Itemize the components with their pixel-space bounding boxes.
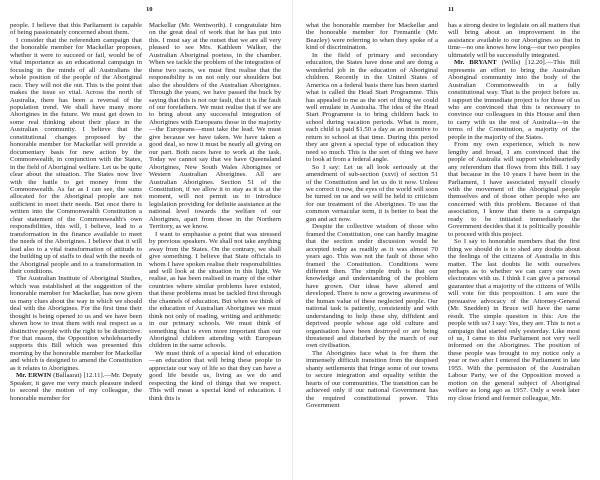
- column-4: [448, 22, 580, 402]
- speech-paragraph: [448, 59, 580, 141]
- page-gutter: [292, 0, 293, 480]
- paragraph: has a strong desire to legislate on all matters that will bring about an improvement in the assistance available to our Aborigines so that in time—no one knows how long—our two peoples ultimately will be successfully integrated.: [448, 22, 580, 59]
- speech-text: (Ballaarat) [12.11].—Mr. Deputy Speaker, it gave me very much pleasure indeed to second the motion of my colleague, the honorable member for: [10, 372, 142, 402]
- column-2: [149, 22, 281, 402]
- paragraph: So I say: Let us all look seriously at the amendment of sub-section (xxvi) of section 51 of the Constitution and let us do it now. Unless we correct it now, the eyes of the world will soon be turned on us and we will be held to criticism for our treatment of the Aborigines. To use the common vernacular term, it is better to beat the gun and act now.: [306, 163, 438, 223]
- paragraph: The Australian Institute of Aboriginal Studies, which was established at the suggestion of the honorable member for Mackellar, has now given us many clues about the way in which we should deal with the Aborigines. For the first time their thought is being opened to us and we have been shown how to treat them with real respect as a distinctive people with the right to be distinctive. For that reason, the Opposition wholeheartedly supports this Bill which was presented this morning by the honorable member for Mackellar and which is designed to amend the Constitution as it relates to Aborigines.: [10, 275, 142, 372]
- speaker-name: Mr. ERWIN: [16, 372, 52, 380]
- paragraph: In the field of primary and secondary education, the States have done and are doing a wonderful job in the education of Aboriginal children. Recently in the United States of America on a federal basis there has been started what is called the Head Start Programme. This has appealed to me as the sort of thing we could well emulate in Australia. The idea of the Head Start Programme is to bring children back to school during vacation periods. What is more, each child is paid $1.50 a day as an incentive to return to school at that time. During this period they are given a special type of education they need so much. This is the sort of thing we have to look at from a federal angle.: [306, 51, 438, 164]
- paragraph: We must think of a special kind of education—an education that will bring these people to appreciate our way of life so that they can have a good life beside us, living as we do and respecting the kind of things that we respect. This will mean a special kind of education. I think this is: [149, 349, 281, 402]
- paragraph: I consider that the referendum campaign that the honorable member for Mackellar proposes, whether it were to succeed or fail, would be of vital importance as an educational campaign in focusing in the minds of all Australians the whole position of the people of the Aboriginal race. They will not die out. This is the point that makes the issue so vital. Across the north of Australia, there has been a reversal of the population trend. We shall have many more Aborigines in the future. We must get down to some real thinking about their place in the Australian community. I believe that the constitutional changes proposed by the honorable member for Mackellar will provide a documentary basis for new action by the Commonwealth, in conjunction with the States, in the field of Aboriginal welfare. Let us be quite clear about the situation. The States now live with the battle to get money from the Commonwealth. As far as I can see, the sums allocated for the Aboriginal people are not sufficient to meet their needs. But once there is written into the Commonwealth Constitution a clear statement of the Commonwealth's own responsibilities, this will, I believe, lead to a transformation in the finance available to meet the needs of the Aborigines. I believe that it will lead also to a vital transformation of attitude to the building up of staffs to deal with the needs of the Aboriginal people and to a transformation in their conditions.: [10, 36, 142, 275]
- column-1: [10, 22, 142, 402]
- paragraph: Despite the collective wisdom of those who framed the Constitution, one can hardly imagine that the section under discussion would be accepted today as readily as it was almost 70 years ago. This was not the fault of those who framed the Constitution. Conditions were different then. The simple truth is that our knowledge and understanding of the problem have grown. Our ideas have altered and developed. There is now a growing awareness of the human value of these neglected people. Our national task is patiently, consistently and with understanding to help these shy, diffident and deprived people whose age old culture and organisation have been destroyed or are being threatened and disturbed by the march of our own civilisation.: [306, 223, 438, 350]
- paragraph: From my own experience, which is now lengthy and broad, I am convinced that the people of Australia will support wholeheartedly any referendum that flows from this Bill. I say that because in the 10 years I have been in the Parliament, I have associated myself closely with the movement of the Aboriginal people themselves and of those other people who are concerned with this problem. Because of that association, I know that there is a campaign ready to be initiated immediately the Government decides that it is politically possible to proceed with this project.: [448, 141, 580, 238]
- speech-paragraph: [10, 372, 142, 402]
- speaker-name: Mr. BRYANT: [454, 59, 497, 67]
- paragraph: people. I believe that this Parliament is capable of being passionately concerned about them.: [10, 22, 142, 37]
- paragraph: The Aborigines face what is for them the immensely difficult transition from the despised shanty settlements that fringe some of our towns to secure integration and equality within the hearts of our communities. The transition can be achieved only if our national Government has the required constitutional power. This Government: [306, 349, 438, 410]
- speech-text: (Wills) [12.20].—This Bill represents an effort to bring the Australian Aboriginal community into the body of the Australian Commonwealth in a fully constitutional way. That is the project before us. I support the immediate project is for those of us who are convinced that this is necessary to convince our colleagues in this House and then to carry with us the rest of Australia—in the terms of the Constitution, a majority of the people in the majority of the States.: [448, 59, 580, 141]
- page-number-right: 11: [448, 6, 455, 13]
- paragraph: what the honorable member for Mackellar and the honorable member for Fremantle (Mr. Beazley) were referring to when they spoke of a kind of discrimination.: [306, 22, 438, 52]
- page-number-left: 10: [146, 6, 153, 13]
- paragraph: So I say to honorable members that the first thing we should do is to shed any doubts about the feelings of the citizens of Australia in this matter. The last doubts lie with ourselves perhaps as to whether we can carry our own electorates with us. I think I can give a personal guarantee that a majority of the citizens of Wills will vote for this proposition. I am sure the persuasive advocacy of the Attorney-General (Mr. Snedden) in Bruce will have the same result. The simple question is this: Are the people with us? I say: Yes, they are. This is not a campaign that started only yesterday. Like most of us, I came to this Parliament not very well informed on the Aborigines. The position of these people was brought to my notice only a year or two after I entered the Parliament in late 1955. With the permission of the Australian Labour Party, we of the Opposition moved a motion on the general subject of Aboriginal welfare as long ago as 1957. Only a week later my close friend and former colleague, Mr.: [448, 238, 580, 402]
- paragraph: Mackellar (Mr. Wentworth). I congratulate him on the great deal of work that he has put into this. I must say at the outset that we are all very pleased to see Mrs. Kathleen Walker, the Australian Aboriginal poetess, in the chamber. When we tackle the problem of the integration of these two races, we must first realise that the responsibility is on not only our shoulders but also the shoulders of the Australian Aborigines. Through the years, we have passed the buck by saying that this is not our fault, that it is the fault of our forefathers. We must realise that if we are to bring about any successful integration of Aborigines with Europeans those in the majority—the Europeans—must take the lead. We must give because we have taken. We have taken a good deal, so now it must be nearly all giving on our part. Both races have to work at the task. Today we cannot say that we have Queensland Aborigines, New South Wales Aborigines or Western Australian Aborigines. All are Australian Aborigines. Section 51 of the Constitution, if we allow it to stay as it is at the moment, will not permit us to introduce legislation providing for definite assistance at the national level towards the welfare of our Aborigines, apart from those in the Northern Territory, as we know.: [149, 22, 281, 231]
- paragraph: I want to emphasise a point that was stressed by previous speakers. We shall not take anything away from the States. On the contrary, we shall give something. I believe that State officials to whom I have spoken realise their responsibilities and will look at the situation in this light. We realise, as has been realised in many of the other countries where similar problems have existed, that these problems must be tackled first through the channels of education. But when we think of the education of Australian Aborigines we must think not only of reading, writing and arithmetic in our primary schools. We must think of something that is even more important than our Aboriginal children attending with European children in the same schools.: [149, 230, 281, 350]
- column-3: [306, 22, 438, 410]
